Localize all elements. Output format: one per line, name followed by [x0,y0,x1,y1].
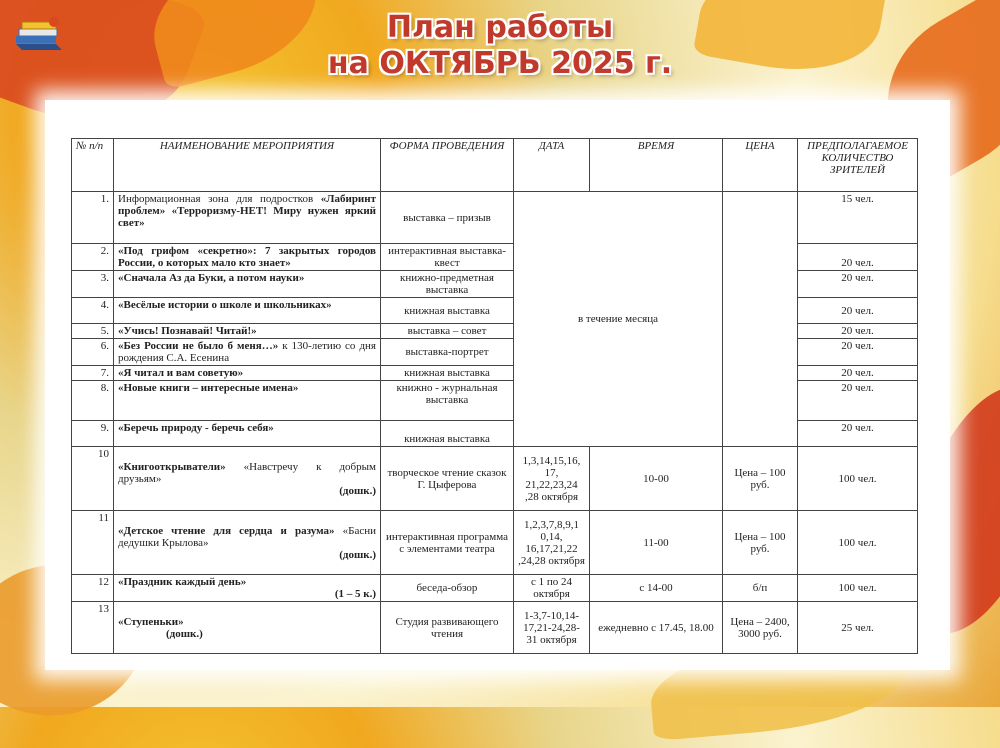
event-name-title: «Детское чтение для сердца и разума» [118,524,335,537]
event-form: книжно - журнальная выставка [381,381,514,421]
event-form: выставка-портрет [381,339,514,366]
event-form: интерактивная программа с элементами театра [381,511,514,575]
event-form: выставка – призыв [381,192,514,244]
event-time: 11-00 [590,511,723,575]
table-row [72,447,918,511]
row-number: 1. [72,192,114,244]
event-name-title: «Праздник каждый день» [118,576,247,588]
event-name: «Беречь природу - беречь себя» [114,421,381,447]
event-name [114,339,381,366]
event-count: 20 чел. [798,366,918,381]
event-date: 1,3,14,15,16, 17, 21,22,23,24 ,28 октября [514,447,590,511]
event-plan-table [71,138,918,654]
event-name: «Весёлые истории о школе и школьниках» [114,298,381,324]
row-number: 13 [72,602,114,654]
row-number: 10 [72,447,114,511]
event-name-subtitle: «Басни дедушки Крылова» [118,524,376,549]
event-time: с 14-00 [590,575,723,602]
table-row [72,575,918,602]
table-header-row [72,139,918,192]
event-count: 20 чел. [798,271,918,298]
event-date: 1-3,7-10,14-17,21-24,28-31 октября [514,602,590,654]
event-form: Студия развивающего чтения [381,602,514,654]
row-number: 7. [72,366,114,381]
event-name: «Под грифом «секретно»: 7 закрытых городов России, о которых мало кто знает» [114,244,381,271]
event-name-intro: Информационная зона для подростков [118,193,314,205]
event-count: 20 чел. [798,244,918,271]
title-line-2: на ОКТЯБРЬ 2025 г. [327,46,673,81]
row-number: 5. [72,324,114,339]
event-count: 100 чел. [798,511,918,575]
event-count: 100 чел. [798,447,918,511]
column-header: ПРЕДПОЛАГАЕМОЕ КОЛИЧЕСТВО ЗРИТЕЛЕЙ [798,139,918,192]
event-form: творческое чтение сказок Г. Цыферова [381,447,514,511]
event-name-title: «Лабиринт проблем» «Терроризму-НЕТ! Миру нужен яркий свет» [118,193,377,229]
event-form: интерактивная выставка-квест [381,244,514,271]
column-header: ЦЕНА [723,139,798,192]
event-date-merged: в течение месяца [514,192,723,447]
event-date: с 1 по 24 октября [514,575,590,602]
row-number: 11 [72,511,114,575]
event-price: Цена – 2400, 3000 руб. [723,602,798,654]
event-price-empty [723,192,798,447]
event-form: выставка – совет [381,324,514,339]
event-price: б/п [723,575,798,602]
audience-note: (1 – 5 к.) [334,588,376,600]
column-header: НАИМЕНОВАНИЕ МЕРОПРИЯТИЯ [114,139,381,192]
table-row [72,511,918,575]
event-time: ежедневно с 17.45, 18.00 [590,602,723,654]
event-name-title: «Ступеньки» [118,615,184,628]
column-header: ФОРМА ПРОВЕДЕНИЯ [381,139,514,192]
event-count: 20 чел. [798,339,918,366]
event-count: 100 чел. [798,575,918,602]
table-row [72,192,918,244]
event-form: книжно-предметная выставка [381,271,514,298]
event-name-subtitle: к 130-летию со дня рождения С.А. Есенина [118,340,376,364]
event-date: 1,2,3,7,8,9,1 0,14, 16,17,21,22 ,24,28 октября [514,511,590,575]
audience-note: (дошк.) [166,627,203,640]
event-count: 20 чел. [798,381,918,421]
event-price: Цена – 100 руб. [723,447,798,511]
event-count: 20 чел. [798,421,918,447]
event-count: 20 чел. [798,324,918,339]
row-number: 6. [72,339,114,366]
row-number: 12 [72,575,114,602]
event-name: «Учись! Познавай! Читай!» [114,324,381,339]
event-form: книжная выставка [381,298,514,324]
audience-note: (дошк.) [339,548,376,561]
table-row [72,602,918,654]
event-name-title: «Без России не было б меня…» [118,340,279,352]
event-time: 10-00 [590,447,723,511]
event-name-subtitle: «Навстречу к добрым друзьям» [118,460,376,485]
event-name [114,575,381,602]
event-count: 25 чел. [798,602,918,654]
event-name-title: «Книгооткрыватели» [118,460,226,473]
event-count: 20 чел. [798,298,918,324]
event-name: «Сначала Аз да Буки, а потом науки» [114,271,381,298]
audience-note: (дошк.) [339,484,376,497]
title-line-1: План работы [386,10,614,45]
event-name [114,511,381,575]
page-title [0,10,1000,82]
event-name [114,447,381,511]
event-form: беседа-обзор [381,575,514,602]
event-name: «Я читал и вам советую» [114,366,381,381]
row-number: 8. [72,381,114,421]
event-price: Цена – 100 руб. [723,511,798,575]
column-header: № п/п [72,139,114,192]
event-form: книжная выставка [381,421,514,447]
row-number: 9. [72,421,114,447]
row-number: 4. [72,298,114,324]
event-name [114,192,381,244]
row-number: 3. [72,271,114,298]
row-number: 2. [72,244,114,271]
event-form: книжная выставка [381,366,514,381]
event-count: 15 чел. [798,192,918,244]
column-header: ДАТА [514,139,590,192]
plan-sheet [45,100,950,670]
event-name [114,602,381,654]
column-header: ВРЕМЯ [590,139,723,192]
event-name: «Новые книги – интересные имена» [114,381,381,421]
